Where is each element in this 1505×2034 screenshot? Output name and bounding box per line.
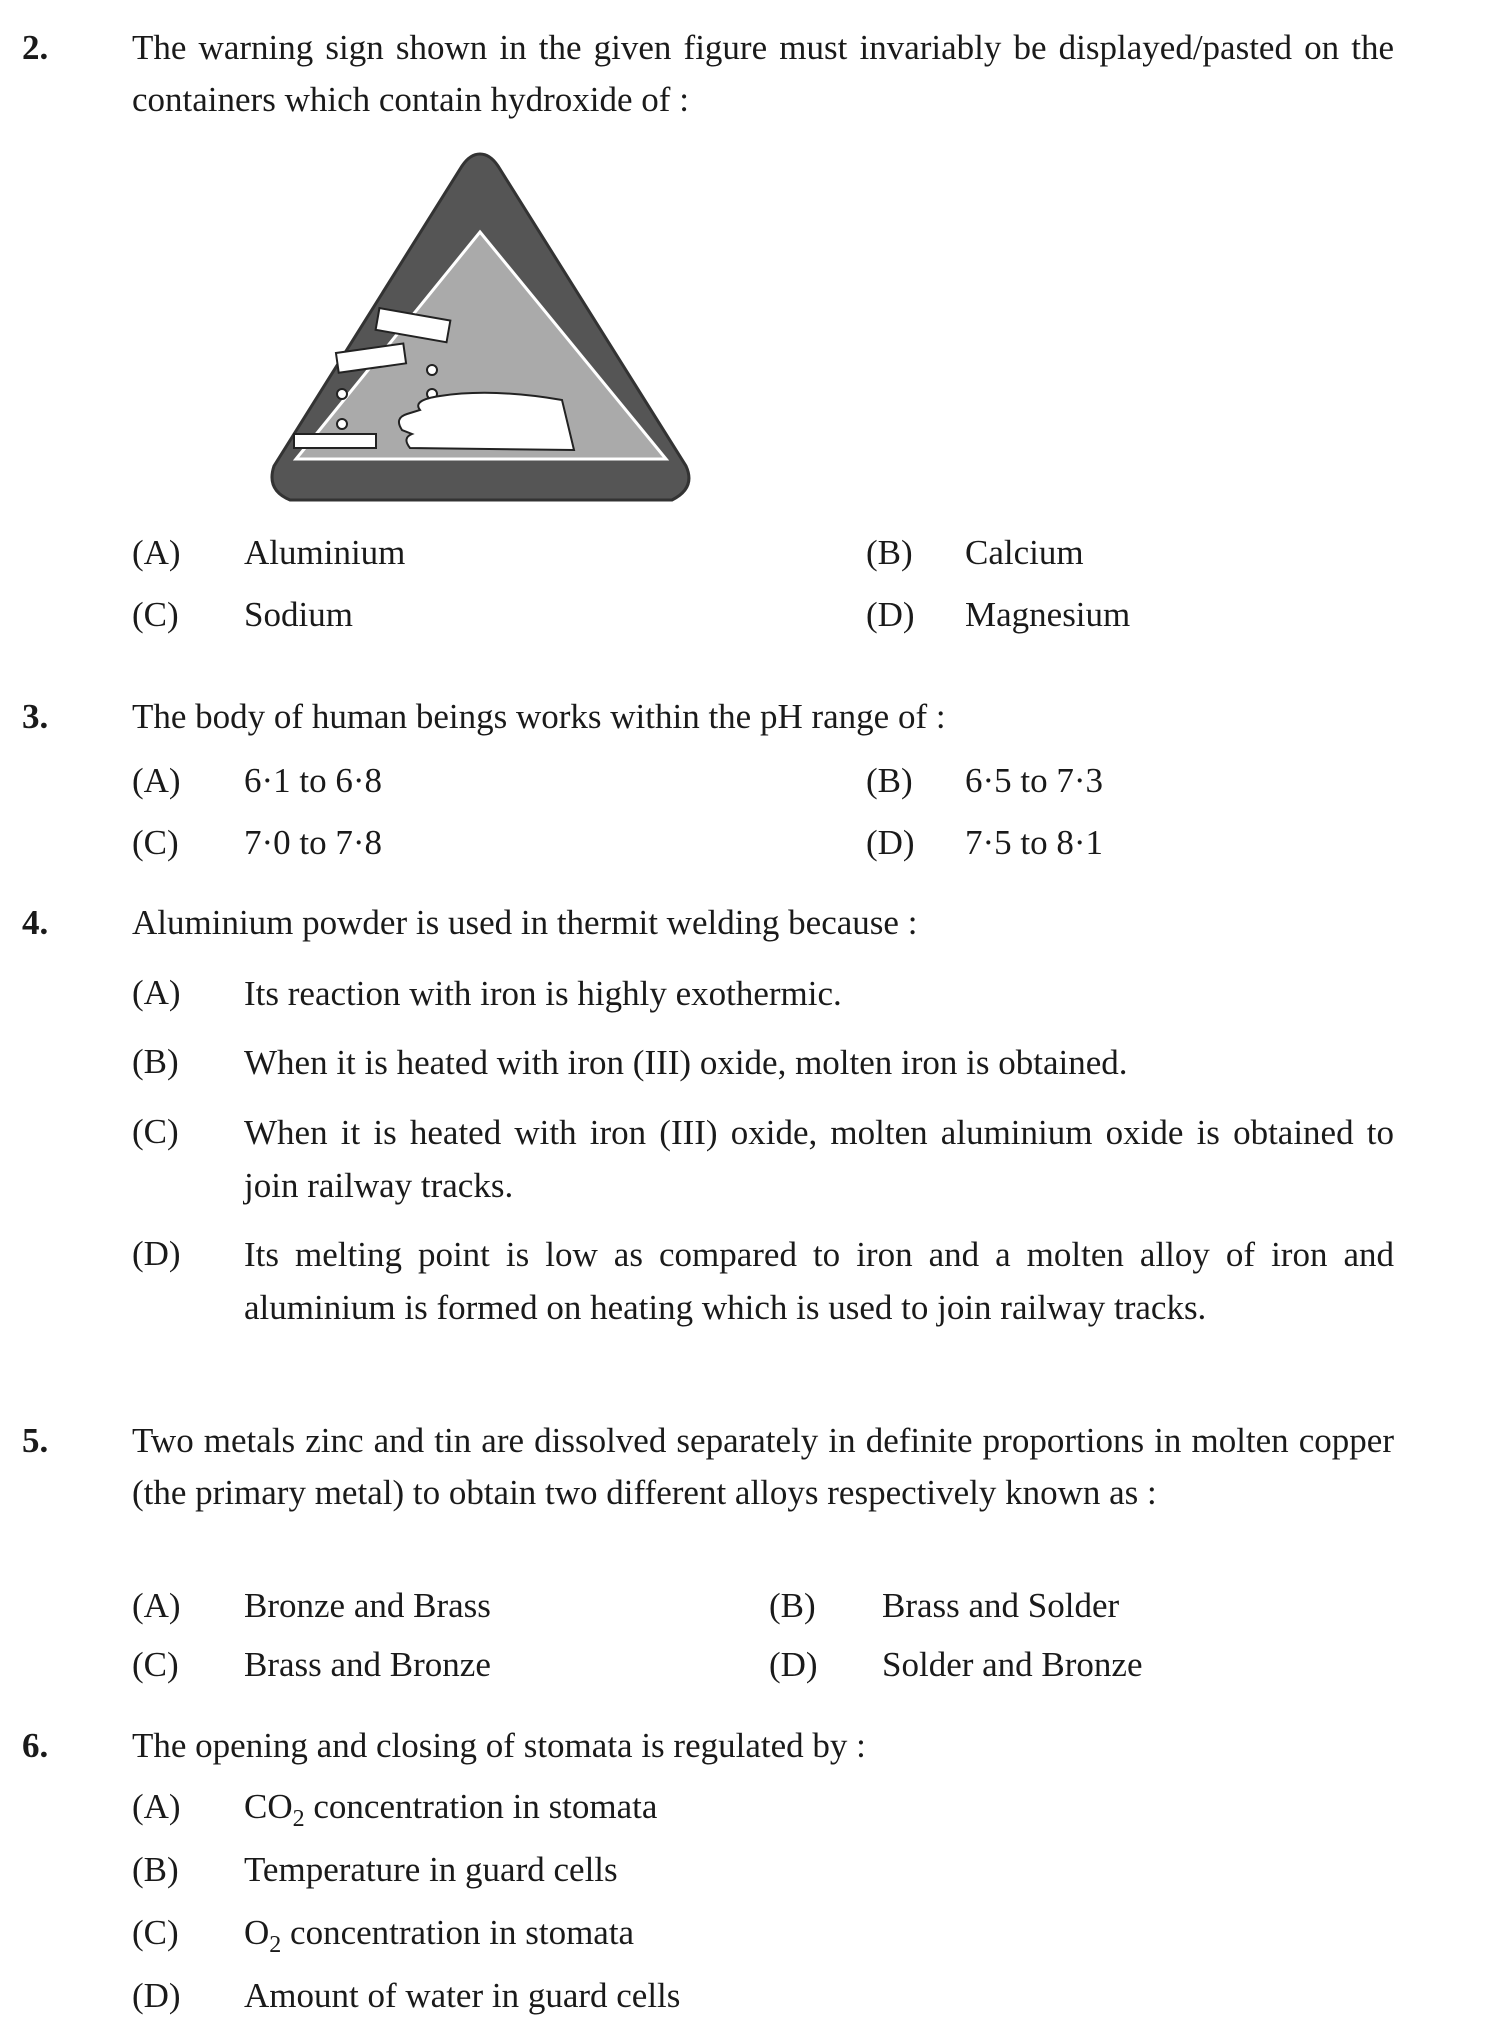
option-text: Bronze and Brass — [244, 1586, 491, 1625]
question-text: The opening and closing of stomata is regulated by : — [132, 1726, 866, 1765]
question-number: 3. — [22, 697, 49, 736]
option-label: (D) — [866, 595, 915, 634]
option-text: Amount of water in guard cells — [244, 1976, 681, 2015]
option-label: (B) — [866, 761, 913, 800]
option-label: (A) — [132, 761, 181, 800]
option-label: (B) — [132, 1850, 179, 1889]
corrosive-warning-sign-icon — [262, 148, 698, 506]
option-label: (C) — [132, 823, 179, 862]
option-label: (B) — [769, 1586, 816, 1625]
option-text: Sodium — [244, 595, 353, 634]
question-text: The warning sign shown in the given figure must invariably be displayed/pasted on the containers which contain hydroxide of : — [132, 28, 1394, 119]
option-label: (D) — [132, 1976, 181, 2015]
option-label: (D) — [866, 823, 915, 862]
option-label: (A) — [132, 1586, 181, 1625]
option-text: 7·0 to 7·8 — [244, 823, 383, 862]
option-text: Aluminium — [244, 533, 406, 572]
option-text: Temperature in guard cells — [244, 1850, 618, 1889]
option-text: 6·1 to 6·8 — [244, 761, 383, 800]
question-number: 5. — [22, 1421, 49, 1460]
question-number: 4. — [22, 903, 49, 942]
option-label: (A) — [132, 533, 181, 572]
question-number: 2. — [22, 28, 49, 67]
option-text: Calcium — [965, 533, 1084, 572]
option-text: $CO_2$ concentration in stomata — [244, 1787, 658, 1832]
option-label: (C) — [132, 595, 179, 634]
option-text: Magnesium — [965, 595, 1131, 634]
option-text: Its reaction with iron is highly exothermic. — [244, 974, 842, 1013]
option-label: (D) — [769, 1645, 818, 1684]
option-label: (A) — [132, 973, 181, 1012]
option-text: 7·5 to 8·1 — [965, 823, 1104, 862]
option-label: (A) — [132, 1787, 181, 1826]
option-label: (B) — [866, 533, 913, 572]
option-label: (D) — [132, 1234, 181, 1273]
question-text: Two metals zinc and tin are dissolved separately in definite proportions in molten copper (the primary metal) to obtain two different alloys respectively known as : — [132, 1421, 1394, 1512]
question-number: 6. — [22, 1726, 49, 1765]
option-text: When it is heated with iron (III) oxide, molten iron is obtained. — [244, 1043, 1128, 1082]
option-text: $O_2$ concentration in stomata — [244, 1913, 635, 1958]
option-text: Brass and Bronze — [244, 1645, 491, 1684]
option-text: When it is heated with iron (III) oxide, molten aluminium oxide is obtained to join railway tracks. — [244, 1113, 1394, 1205]
option-text: Brass and Solder — [882, 1586, 1120, 1625]
option-label: (C) — [132, 1112, 179, 1151]
question-text: The body of human beings works within the pH range of : — [132, 697, 946, 736]
option-label: (B) — [132, 1042, 179, 1081]
option-text: Its melting point is low as compared to iron and a molten alloy of iron and aluminium is formed on heating which is used to join railway tracks. — [244, 1235, 1394, 1327]
option-label: (C) — [132, 1913, 179, 1952]
option-label: (C) — [132, 1645, 179, 1684]
option-text: Solder and Bronze — [882, 1645, 1143, 1684]
option-text: 6·5 to 7·3 — [965, 761, 1104, 800]
question-text: Aluminium powder is used in thermit welding because : — [132, 903, 918, 942]
